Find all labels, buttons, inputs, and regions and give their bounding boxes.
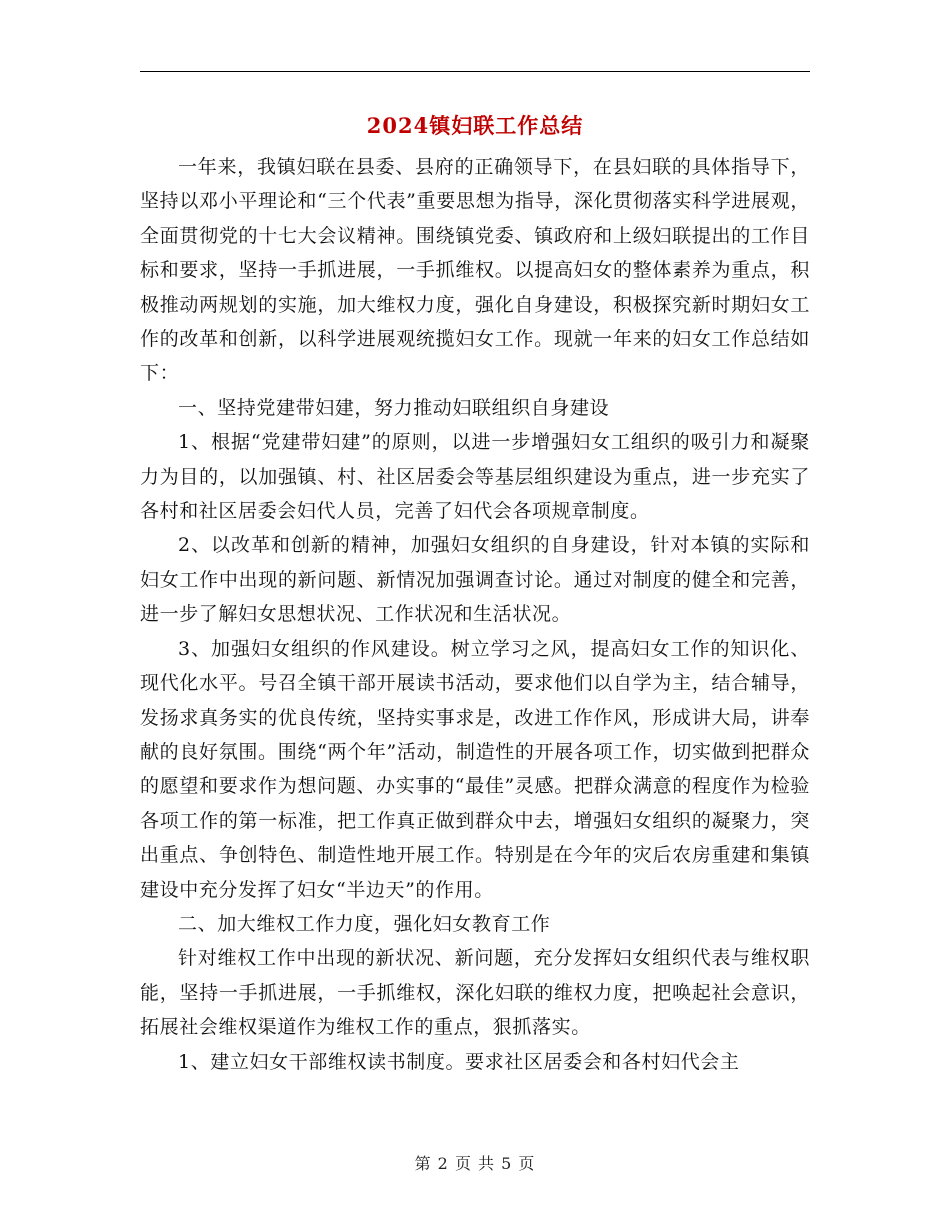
paragraph-1-3: 3、加强妇女组织的作风建设。树立学习之风，提高妇女工作的知识化、现代化水平。号召全镇干部开展读书活动，要求他们以自学为主，结合辅导，发扬求真务实的优良传统，坚持实事求是，改进工作作风，形成讲大局，讲奉献的良好氛围。围绕“两个年”活动，制造性的开展各项工作，切实做到把群众的愿望和要求作为想问题、办实事的“最佳”灵感。把群众满意的程度作为检验各项工作的第一标准，把工作真正做到群众中去，增强妇女组织的凝聚力，突出重点、争创特色、制造性地开展工作。特别是在今年的灾后农房重建和集镇建设中充分发挥了妇女“半边天”的作用。	[140, 637, 810, 901]
document-body	[140, 150, 810, 1079]
paragraph-2-intro: 针对维权工作中出现的新状况、新问题，充分发挥妇女组织代表与维权职能，坚持一手抓进展，一手抓维权，深化妇联的维权力度，把唤起社会意识，拓展社会维权渠道作为维权工作的重点，狠抓落实。	[140, 947, 810, 1039]
header-rule	[140, 71, 810, 72]
document-title: 2024镇妇联工作总结	[366, 113, 584, 138]
section-heading-1: 一、坚持党建带妇建，努力推动妇联组织自身建设	[178, 396, 610, 419]
paragraph-intro: 一年来，我镇妇联在县委、县府的正确领导下，在县妇联的具体指导下，坚持以邓小平理论和“三个代表”重要思想为指导，深化贯彻落实科学进展观，全面贯彻党的十七大会议精神。围绕镇党委、镇政府和上级妇联提出的工作目标和要求，坚持一手抓进展，一手抓维权。以提高妇女的整体素养为重点，积极推动两规划的实施，加大维权力度，强化自身建设，积极探究新时期妇女工作的改革和创新，以科学进展观统揽妇女工作。现就一年来的妇女工作总结如下：	[140, 156, 810, 385]
page-number: 第 2 页 共 5 页	[414, 1154, 536, 1173]
section-heading-2: 二、加大维权工作力度，强化妇女教育工作	[178, 912, 551, 935]
paragraph-2-1: 1、建立妇女干部维权读书制度。要求社区居委会和各村妇代会主	[178, 1050, 740, 1073]
paragraph-1-2: 2、以改革和创新的精神，加强妇女组织的自身建设，针对本镇的实际和妇女工作中出现的新问题、新情况加强调查讨论。通过对制度的健全和完善，进一步了解妇女思想状况、工作状况和生活状况。	[140, 534, 810, 626]
paragraph-1-1: 1、根据“党建带妇建”的原则，以进一步增强妇女工组织的吸引力和凝聚力为目的，以加强镇、村、社区居委会等基层组织建设为重点，进一步充实了各村和社区居委会妇代人员，完善了妇代会各项规章制度。	[140, 431, 810, 523]
